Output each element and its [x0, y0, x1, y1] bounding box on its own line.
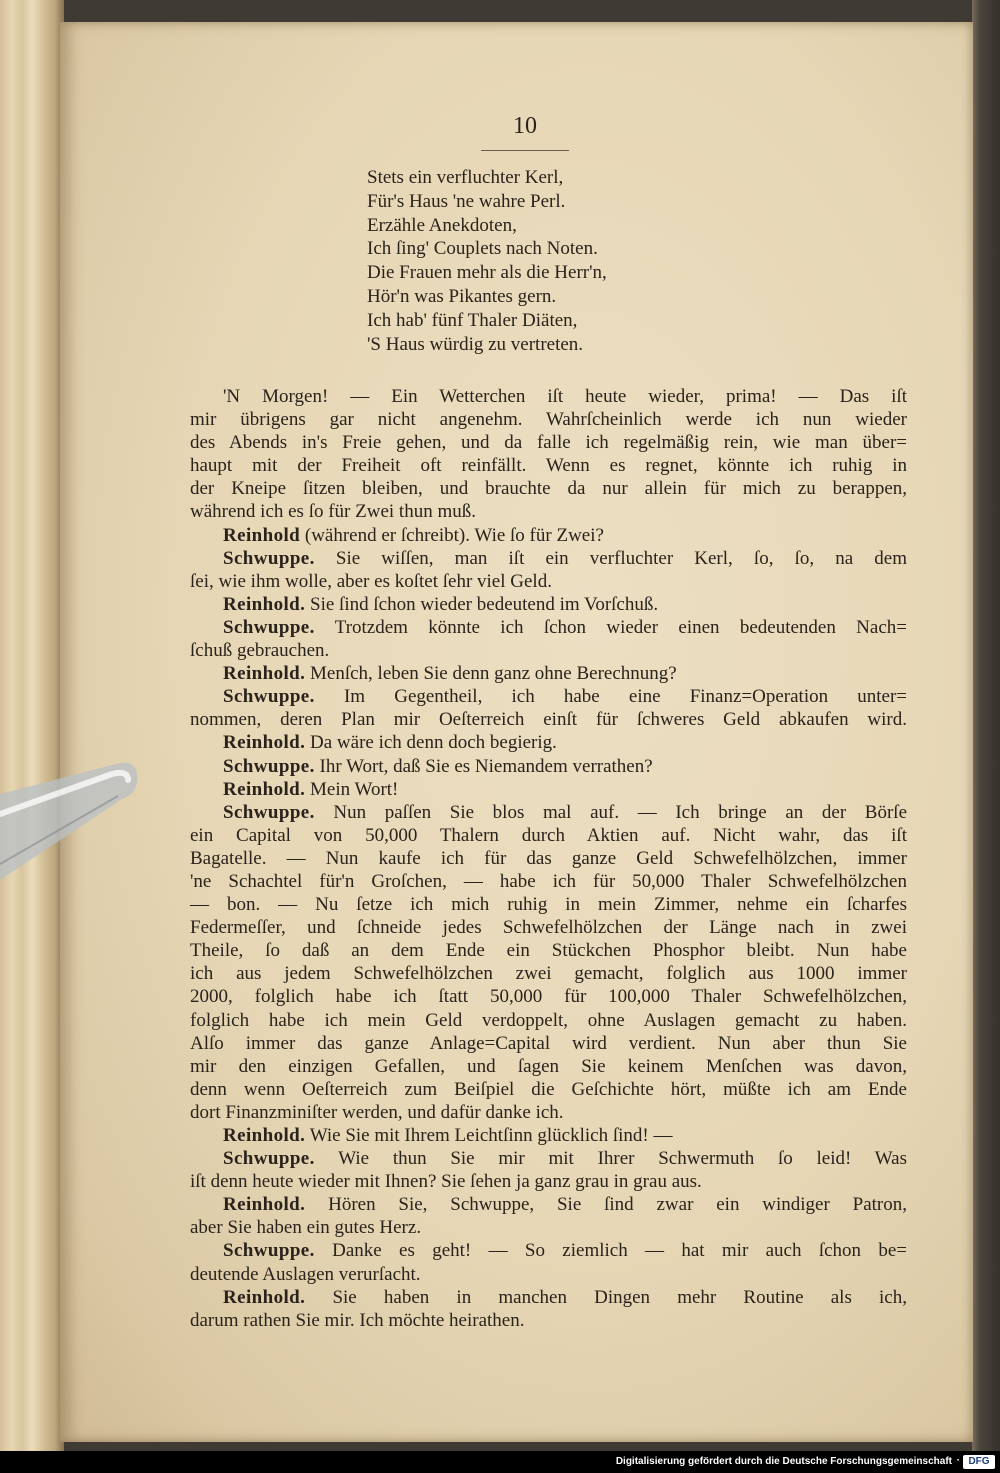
line-text: Im Gegentheil, ich habe eine Finanz=Operation unter=	[343, 686, 908, 708]
speaker-name: Schwuppe.	[223, 547, 315, 569]
line-text: Sie wiſſen, man iſt ein verfluchter Kerl, ſo, ſo, na dem	[335, 547, 907, 569]
line-text: (während er ſchreibt). Wie ſo für Zwei?	[304, 524, 604, 546]
dialogue-line	[190, 662, 907, 685]
speaker-name: Schwuppe.	[223, 686, 315, 708]
dialogue-line	[190, 1147, 907, 1170]
dialogue-line: ſchuß gebrauchen.	[190, 640, 330, 662]
monologue-line: haupt mit der Freiheit oft reinfällt. Wenn es regnet, könnte ich ruhig in	[190, 455, 907, 477]
line-text: Trotzdem könnte ich ſchon wieder einen bedeutenden Nach=	[334, 616, 907, 638]
verse-line: Hör'n was Pikantes gern.	[367, 285, 557, 307]
body-text	[190, 385, 907, 1332]
monologue-line: des Abends in's Freie gehen, und da falle ich regelmäßig rein, wie man über=	[190, 432, 907, 454]
dialogue-line: nommen, deren Plan mir Oeſterreich einſt für ſchweres Geld abkaufen wird.	[190, 709, 907, 731]
dialogue-line	[190, 1193, 907, 1216]
verse-line: Erzähle Anekdoten,	[367, 214, 517, 236]
dialogue-line	[190, 778, 907, 801]
dialogue-line: 2000, folglich habe ich ſtatt 50,000 für 100,000 Thaler Schwefelhölzchen,	[190, 986, 907, 1008]
verse-line: Ich ſing' Couplets nach Noten.	[367, 238, 598, 260]
dialogue-line	[190, 685, 907, 708]
dialogue-line: deutende Auslagen verurſacht.	[190, 1263, 421, 1285]
line-text: Hören Sie, Schwuppe, Sie ſind zwar ein windiger Patron,	[328, 1194, 907, 1216]
dialogue-line	[190, 616, 907, 639]
page-number: 10	[513, 113, 537, 139]
speaker-name: Schwuppe.	[223, 801, 315, 823]
song-verse	[367, 166, 787, 356]
line-text: Da wäre ich denn doch begierig.	[310, 732, 557, 754]
dialogue-line: iſt denn heute wieder mit Ihnen? Sie ſehen ja ganz grau in grau aus.	[190, 1171, 702, 1193]
speaker-name: Schwuppe.	[223, 755, 315, 777]
dialogue-line: ſei, wie ihm wolle, aber es koſtet ſehr viel Geld.	[190, 570, 552, 592]
speaker-name: Schwuppe.	[223, 616, 315, 638]
verse-line: Für's Haus 'ne wahre Perl.	[367, 190, 566, 212]
dialogue-line: denn wenn Oeſterreich zum Beiſpiel die Geſchichte hört, müßte ich am Ende	[190, 1078, 907, 1100]
dialogue-line: ich aus jedem Schwefelhölzchen zwei gemacht, folglich aus 1000 immer	[190, 963, 907, 985]
monologue-line: 'N Morgen! — Ein Wetterchen iſt heute wieder, prima! — Das iſt	[223, 386, 907, 407]
speaker-name: Reinhold.	[223, 1125, 306, 1146]
speaker-name: Reinhold	[223, 524, 301, 546]
monologue-line: der Kneipe ſitzen bleiben, und brauchte da nur allein für mich zu berappen,	[190, 478, 907, 500]
speaker-name: Reinhold.	[223, 663, 306, 685]
dialogue-line	[190, 547, 907, 570]
dialogue-line	[190, 593, 907, 616]
page-edges	[0, 0, 64, 1451]
dialogue-line: mir den einzigen Gefallen, und ſagen Sie keinem Menſchen was davon,	[190, 1055, 907, 1077]
dialogue-line	[190, 801, 907, 824]
scanner-clip-overlay	[0, 752, 150, 902]
verse-line: Die Frauen mehr als die Herr'n,	[367, 262, 607, 284]
dialogue-line	[190, 1239, 907, 1262]
line-text: Wie Sie mit Ihrem Leichtſinn glücklich ſind! —	[309, 1125, 673, 1146]
line-text: Sie haben in manchen Dingen mehr Routine als ich,	[332, 1286, 907, 1308]
speaker-name: Reinhold.	[223, 778, 306, 800]
verse-line: 'S Haus würdig zu vertreten.	[367, 333, 584, 355]
line-text: Wie thun Sie mir mit Ihrer Schwermuth ſo leid! Was	[338, 1148, 907, 1170]
verse-line: Ich hab' fünf Thaler Diäten,	[367, 309, 578, 331]
dialogue-line	[190, 731, 907, 754]
speaker-name: Schwuppe.	[223, 1148, 315, 1170]
dialogue-line	[190, 1286, 907, 1309]
line-text: Ihr Wort, daß Sie es Niemandem verrathen?	[319, 755, 653, 777]
speaker-name: Reinhold.	[223, 593, 306, 615]
dialogue-line: darum rathen Sie mir. Ich möchte heirathen.	[190, 1309, 525, 1331]
dialogue-line: dort Finanzminiſter werden, und dafür danke ich.	[190, 1101, 564, 1123]
dialogue-line: — bon. — Nu ſetze ich mich ruhig in mein Zimmer, nehme ein ſcharfes	[190, 894, 907, 916]
line-text: Menſch, leben Sie denn ganz ohne Berechnung?	[310, 663, 677, 685]
speaker-name: Reinhold.	[223, 1194, 306, 1216]
monologue-line: während ich es ſo für Zwei thun muß.	[190, 501, 476, 523]
dialogue-line	[190, 755, 907, 778]
speaker-name: Schwuppe.	[223, 1240, 315, 1262]
monologue-line: mir übrigens gar nicht angenehm. Wahrſcheinlich werde ich nun wieder	[190, 409, 907, 431]
dialogue-line	[190, 524, 907, 547]
speaker-name: Reinhold.	[223, 732, 306, 754]
dialogue-line: ein Capital von 50,000 Thalern durch Aktien auf. Nicht wahr, das iſt	[190, 824, 907, 846]
dialogue-line: folglich habe ich mein Geld verdoppelt, ohne Auslagen gemacht zu haben.	[190, 1009, 907, 1031]
dialogue-line: Bagatelle. — Nun kaufe ich für das ganze Geld Schwefelhölzchen, immer	[190, 847, 907, 869]
line-text: Sie ſind ſchon wieder bedeutend im Vorſchuß.	[310, 593, 659, 615]
speaker-name: Reinhold.	[223, 1286, 306, 1308]
digitization-footer	[0, 1451, 1000, 1473]
dfg-logo: DFG	[963, 1455, 995, 1469]
dialogue-line	[190, 1124, 907, 1147]
verse-line: Stets ein verfluchter Kerl,	[367, 167, 564, 188]
line-text: Danke es geht! — So ziemlich — hat mir auch ſchon be=	[332, 1240, 908, 1262]
dialogue-line: Federmeſſer, und ſchneide jedes Schwefelhölzchen der Länge nach in zwei	[190, 917, 907, 939]
line-text: Mein Wort!	[310, 778, 399, 800]
dialogue-line: 'ne Schachtel für'n Groſchen, — habe ich für 50,000 Thaler Schwefelhölzchen	[190, 870, 907, 892]
dialogue-line: Theile, ſo daß an dem Ende ein Stückchen Phosphor bleibt. Nun habe	[190, 940, 907, 962]
line-text: Nun paſſen Sie blos mal auf. — Ich bringe an der Börſe	[333, 801, 907, 823]
dialogue-line: aber Sie haben ein gutes Herz.	[190, 1217, 422, 1239]
footer-credit: Digitalisierung gefördert durch die Deutsche Forschungsgemeinschaft	[615, 1456, 952, 1467]
scan-shadow	[972, 0, 1000, 1451]
footer-separator: ·	[956, 1455, 960, 1466]
page-number-rule	[481, 150, 569, 151]
dialogue-line: Alſo immer das ganze Anlage=Capital wird verdient. Nun aber thun Sie	[190, 1032, 907, 1054]
